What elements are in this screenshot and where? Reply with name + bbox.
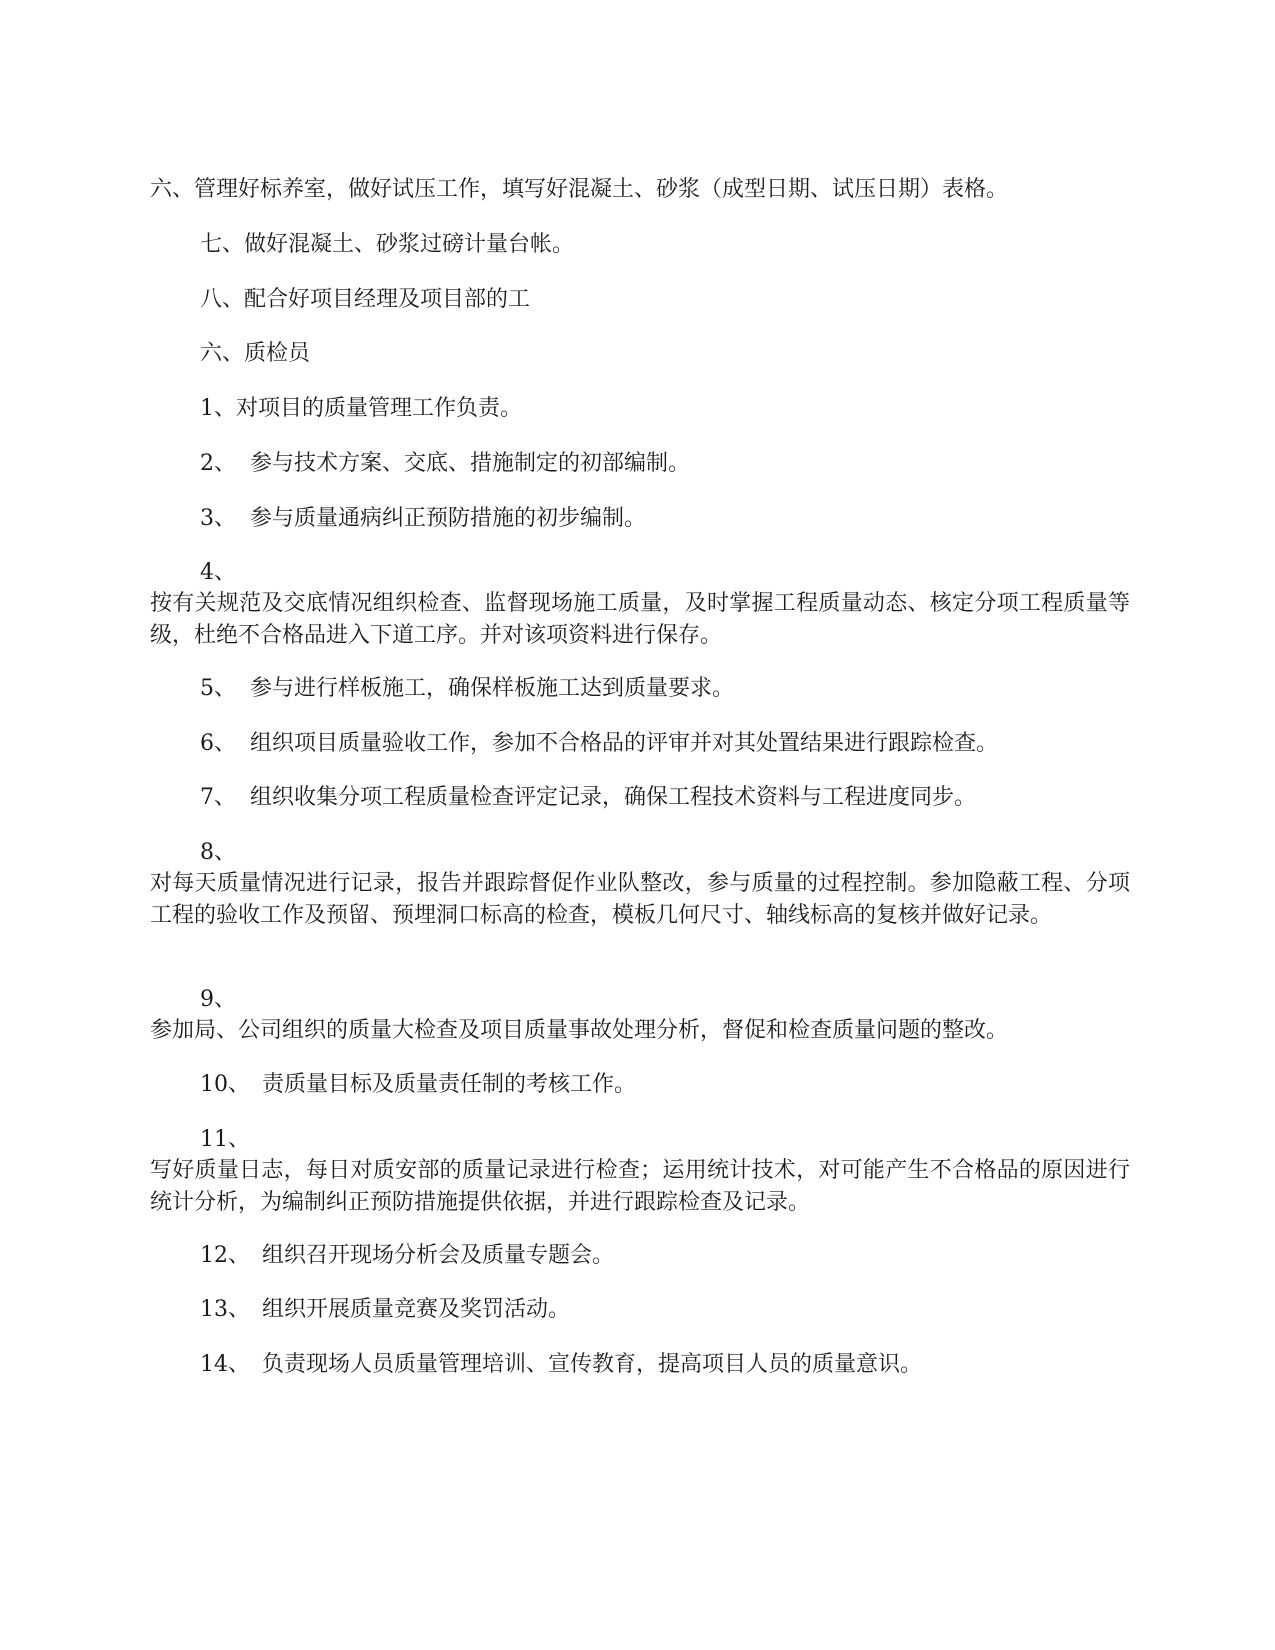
list-item-text: 组织召开现场分析会及质量专题会。 bbox=[262, 1243, 615, 1268]
list-item-number: 12、 bbox=[200, 1243, 250, 1268]
list-item-6 bbox=[200, 728, 1180, 760]
list-item-number: 7、 bbox=[200, 785, 236, 810]
list-item-9-number: 9、 bbox=[200, 987, 236, 1012]
list-item-8-number: 8、 bbox=[200, 840, 236, 865]
list-item-11-text: 写好质量日志，每日对质安部的质量记录进行检查；运用统计技术，对可能产生不合格品的原因进行统计分析，为编制纠正预防措施提供依据，并进行跟踪检查及记录。 bbox=[150, 1158, 1130, 1215]
list-item-text: 组织项目质量验收工作，参加不合格品的评审并对其处置结果进行跟踪检查。 bbox=[250, 731, 999, 756]
list-item-number: 2、 bbox=[200, 451, 236, 476]
list-item-text: 组织收集分项工程质量检查评定记录，确保工程技术资料与工程进度同步。 bbox=[250, 785, 977, 810]
list-item-1: 1、对项目的质量管理工作负责。 bbox=[200, 396, 522, 421]
list-item-9-text: 参加局、公司组织的质量大检查及项目质量事故处理分析，督促和检查质量问题的整改。 bbox=[150, 1018, 1009, 1043]
paragraph-7-weighing-ledger: 七、做好混凝土、砂浆过磅计量台帐。 bbox=[200, 232, 575, 257]
list-item-number: 14、 bbox=[200, 1352, 250, 1377]
paragraph-6-lab-management: 六、管理好标养室，做好试压工作，填写好混凝土、砂浆（成型日期、试压日期）表格。 bbox=[150, 177, 1009, 202]
list-item-number: 6、 bbox=[200, 731, 236, 756]
list-item-number: 3、 bbox=[200, 506, 236, 531]
list-item-text: 负责现场人员质量管理培训、宣传教育，提高项目人员的质量意识。 bbox=[262, 1352, 923, 1377]
list-item-3 bbox=[200, 503, 1180, 535]
list-item-4-text: 按有关规范及交底情况组织检查、监督现场施工质量，及时掌握工程质量动态、核定分项工程质量等级，杜绝不合格品进入下道工序。并对该项资料进行保存。 bbox=[150, 591, 1130, 648]
list-item-8-text: 对每天质量情况进行记录，报告并跟踪督促作业队整改，参与质量的过程控制。参加隐蔽工程、分项工程的验收工作及预留、预埋洞口标高的检查，模板几何尺寸、轴线标高的复核并做好记录。 bbox=[150, 871, 1130, 928]
list-item-text: 参与技术方案、交底、措施制定的初部编制。 bbox=[250, 451, 691, 476]
list-item-14 bbox=[200, 1349, 1180, 1381]
list-item-10 bbox=[200, 1069, 1180, 1101]
list-item-text: 参与质量通病纠正预防措施的初步编制。 bbox=[250, 506, 647, 531]
paragraph-8-cooperation: 八、配合好项目经理及项目部的工 bbox=[200, 287, 531, 312]
list-item-text: 责质量目标及质量责任制的考核工作。 bbox=[262, 1072, 637, 1097]
list-item-2 bbox=[200, 448, 1180, 480]
list-item-text: 组织开展质量竞赛及奖罚活动。 bbox=[262, 1297, 571, 1322]
list-item-7 bbox=[200, 782, 1180, 814]
section-heading-quality-inspector: 六、质检员 bbox=[200, 341, 311, 366]
list-item-12 bbox=[200, 1240, 1180, 1272]
list-item-11-number: 11、 bbox=[200, 1127, 250, 1152]
list-item-number: 10、 bbox=[200, 1072, 250, 1097]
list-item-13 bbox=[200, 1294, 1180, 1326]
list-item-number: 5、 bbox=[200, 676, 236, 701]
list-item-text: 参与进行样板施工，确保样板施工达到质量要求。 bbox=[250, 676, 735, 701]
list-item-5 bbox=[200, 673, 1180, 705]
list-item-number: 13、 bbox=[200, 1297, 250, 1322]
list-item-4-number: 4、 bbox=[200, 560, 236, 585]
